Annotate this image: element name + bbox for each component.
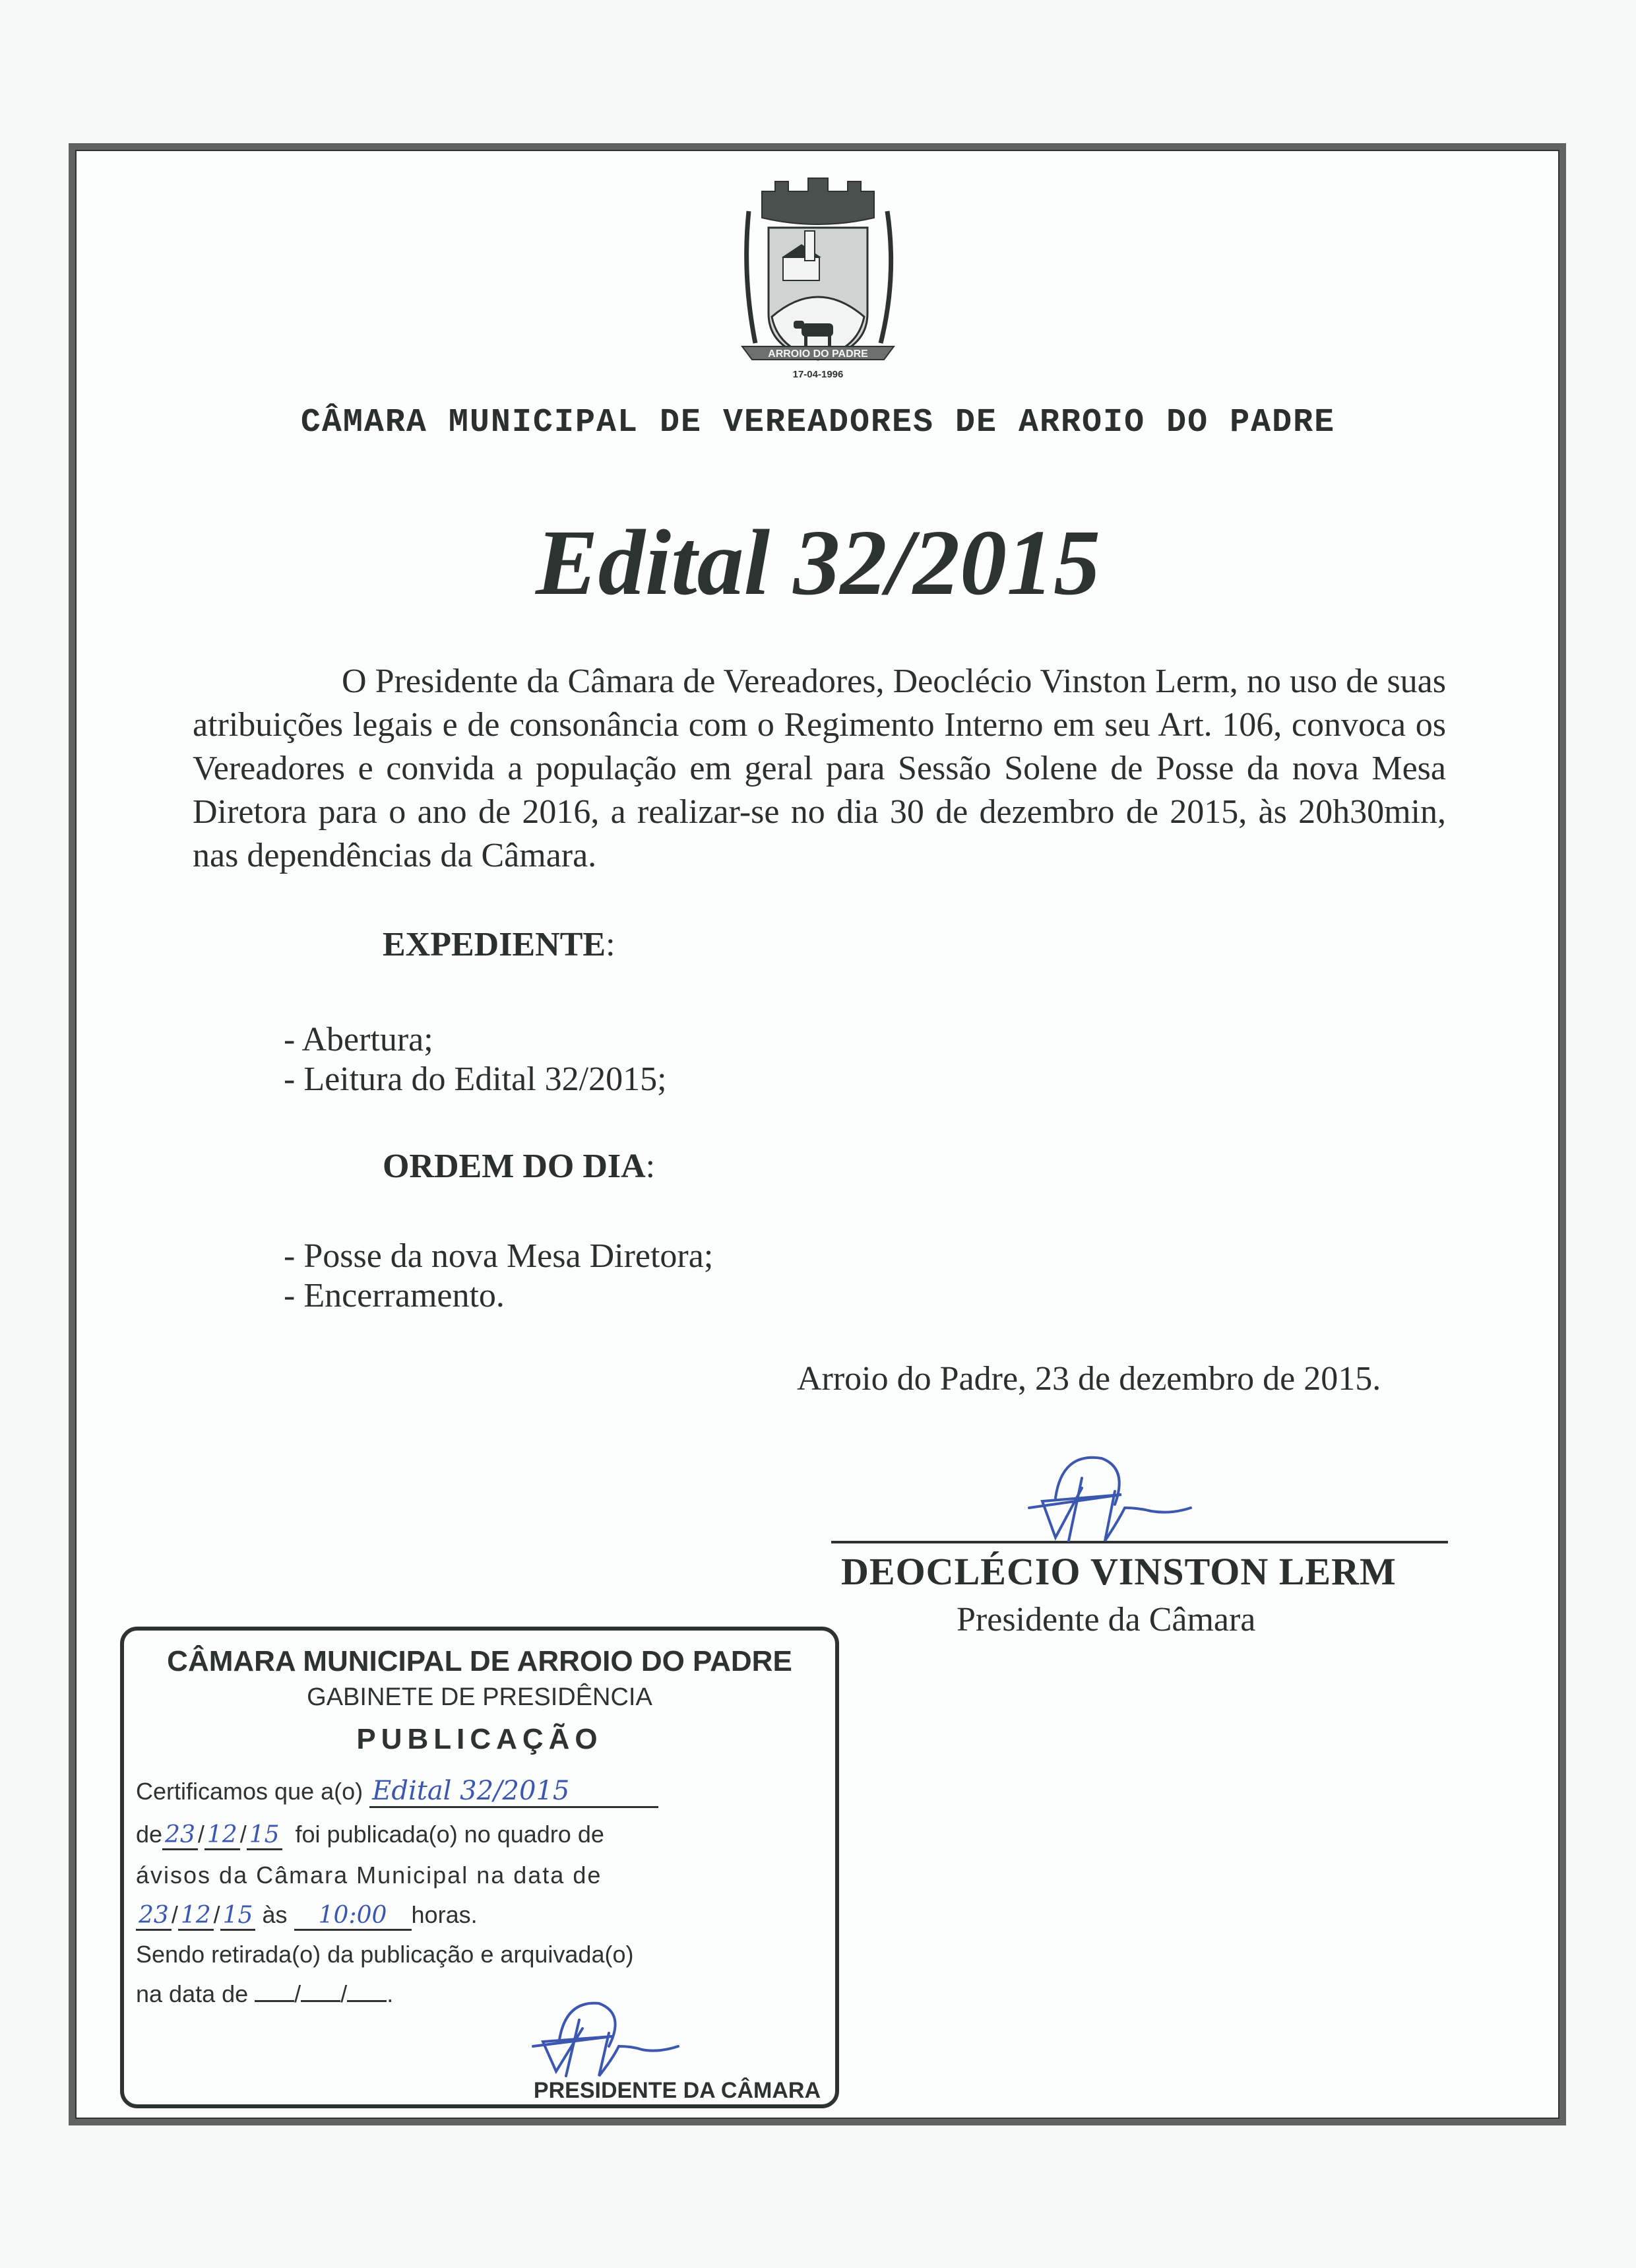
date-separator: /	[294, 1980, 301, 2007]
removal-month-blank	[301, 2000, 340, 2002]
document-title: Edital 32/2015	[535, 510, 1101, 614]
body-paragraph: O Presidente da Câmara de Vereadores, Deoclécio Vinston Lerm, no uso de suas atribuições legais e de consonância com o Regimento Interno em seu Art. 106, convoca os Vereadores e convida a população em geral para Sessão Solene de Posse da nova Mesa Diretora para o ano de 2016, a realizar-se no dia 30 de dezembro de 2015, às 20h30min, nas dependências da Câmara.	[193, 663, 1446, 874]
stamp-de-prefix: de	[136, 1821, 163, 1848]
expediente-list	[284, 1020, 667, 1099]
place-and-date: Arroio do Padre, 23 de dezembro de 2015.	[797, 1360, 1381, 1398]
removal-day-blank	[255, 2000, 294, 2002]
stamp-date2-month: 12	[178, 1902, 214, 1931]
stamp-certify-prefix: Certificamos que a(o)	[136, 1778, 363, 1805]
stamp-date2-day: 23	[136, 1902, 172, 1931]
corn-icon	[747, 211, 755, 343]
section-heading-colon: :	[645, 1148, 656, 1185]
plant-icon	[881, 211, 891, 343]
ordem-do-dia-list	[284, 1237, 713, 1316]
stamp-as-text: às	[262, 1901, 288, 1928]
publication-stamp	[120, 1627, 839, 2108]
date-separator: /	[239, 1821, 247, 1848]
stamp-date1-month: 12	[204, 1821, 240, 1850]
stamp-document-field: Edital 32/2015	[369, 1776, 658, 1808]
section-heading-text: ORDEM DO DIA	[383, 1148, 646, 1185]
list-item: - Encerramento.	[284, 1277, 505, 1314]
stamp-removal-date-row	[136, 1980, 822, 2008]
signer-role: Presidente da Câmara	[957, 1601, 1256, 1638]
date-separator: /	[213, 1901, 220, 1928]
date-separator: /	[197, 1821, 204, 1848]
removal-year-blank	[347, 2000, 387, 2002]
section-heading-text: EXPEDIENTE	[383, 926, 606, 963]
emblem-date: 17-04-1996	[792, 369, 844, 380]
list-item: - Abertura;	[284, 1021, 433, 1058]
stamp-published-text: foi publicada(o) no quadro de	[295, 1821, 604, 1848]
stamp-date-row	[136, 1821, 822, 1850]
signer-name: DEOCLÉCIO VINSTON LERM	[841, 1550, 1397, 1593]
stamp-handwritten-signature	[520, 2000, 691, 2079]
municipal-coat-of-arms	[722, 165, 914, 386]
date-separator: /	[171, 1901, 178, 1928]
stamp-date2-row	[136, 1901, 822, 1931]
list-item: - Posse da nova Mesa Diretora;	[284, 1237, 714, 1275]
stamp-office: GABINETE DE PRESIDÊNCIA	[307, 1683, 652, 1711]
institution-header: CÂMARA MUNICIPAL DE VEREADORES DE ARROIO DO PADRE	[300, 404, 1336, 441]
stamp-removal-date-prefix: na data de	[136, 1980, 249, 2007]
section-heading-expediente	[383, 925, 615, 964]
crown-icon	[762, 178, 874, 224]
stamp-signature-caption: PRESIDENTE DA CÂMARA	[533, 2078, 821, 2103]
section-heading-ordem-do-dia	[383, 1147, 655, 1186]
stamp-removal-row: Sendo retirada(o) da publicação e arquivada(o)	[136, 1941, 634, 1968]
handwritten-signature	[1016, 1452, 1214, 1544]
stamp-certify-row	[136, 1776, 822, 1808]
stamp-date2-year: 15	[220, 1902, 256, 1931]
date-separator: /	[340, 1980, 348, 2007]
section-heading-colon: :	[606, 926, 615, 963]
stamp-date1-day: 23	[162, 1821, 198, 1850]
stamp-date1-year: 15	[247, 1821, 282, 1850]
emblem-ribbon-text: ARROIO DO PADRE	[768, 348, 868, 360]
stamp-avisos-row: ávisos da Câmara Municipal na data de	[136, 1862, 602, 1889]
stamp-heading: PUBLICAÇÃO	[356, 1723, 603, 1755]
stamp-horas-text: horas.	[411, 1901, 478, 1928]
period: .	[387, 1980, 394, 2007]
stamp-time-field: 10:00	[294, 1902, 412, 1931]
list-item: - Leitura do Edital 32/2015;	[284, 1060, 667, 1098]
stamp-institution: CÂMARA MUNICIPAL DE ARROIO DO PADRE	[167, 1645, 792, 1677]
